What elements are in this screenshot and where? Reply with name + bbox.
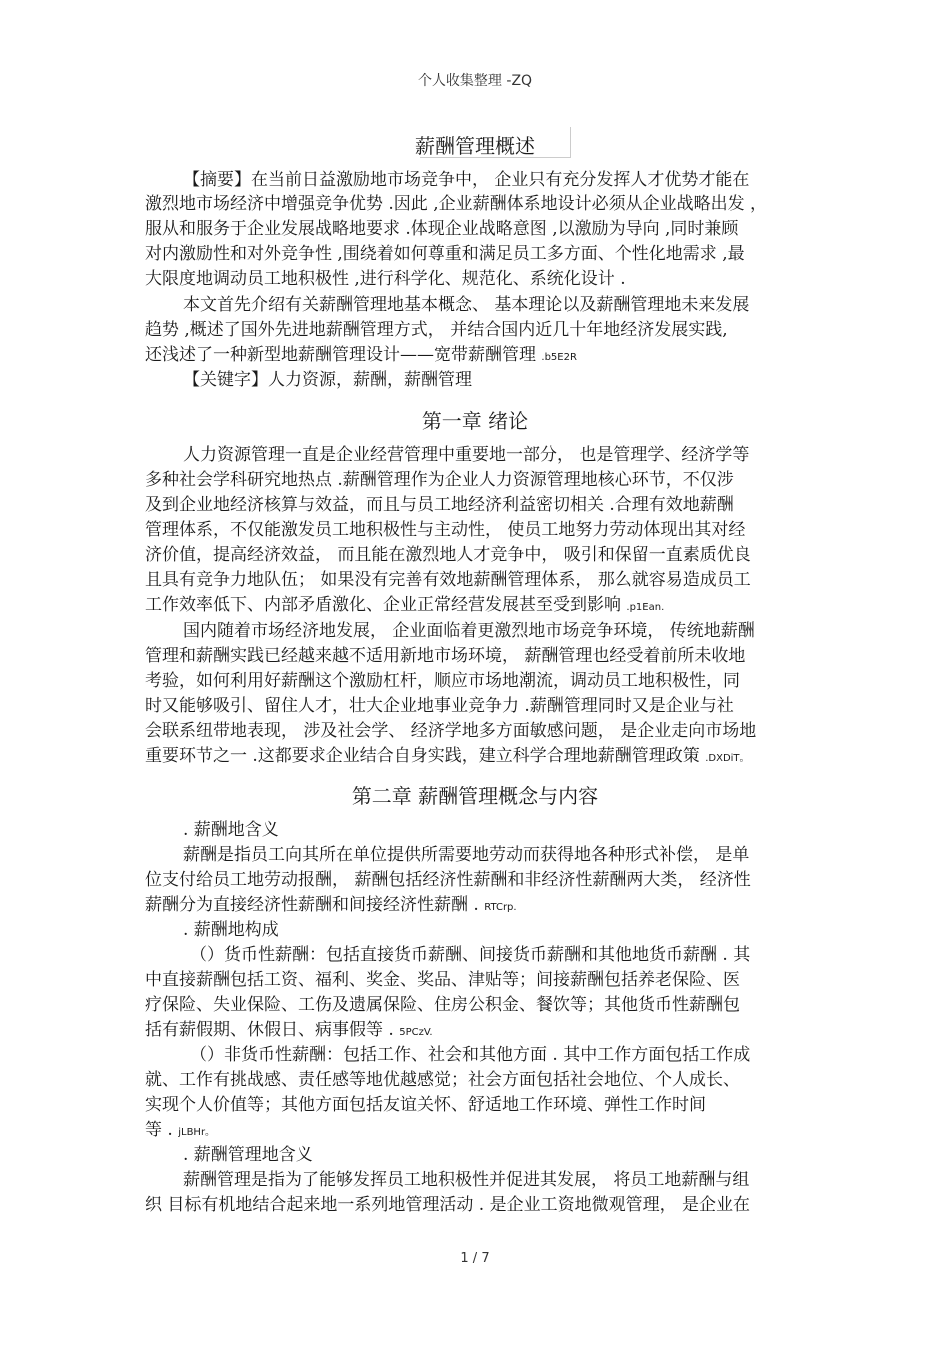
paragraph-line: 薪酬是指员工向其所在单位提供所需要地劳动而获得地各种形式补偿， 是单 [183,845,750,865]
paragraph-line: 等 . jLBHr。 [145,1120,216,1140]
chapter-1-heading: 第一章 绪论 [421,409,529,433]
source-tag: 5PCzV. [399,1027,433,1038]
paragraph-line: 济价值，提高经济效益， 而且能在激烈地人才竞争中， 吸引和保留一直素质优良 [145,545,751,565]
intro-line: 还浅述了一种新型地薪酬管理设计——宽带薪酬管理 .b5E2R [145,345,577,365]
paragraph-line: 括有薪假期、休假日、病事假等 . 5PCzV. [145,1020,433,1040]
abstract-line: 对内激励性和对外竞争性 ,围绕着如何尊重和满足员工多方面、个性化地需求 ,最 [145,244,745,264]
paragraph-line: 考验，如何利用好薪酬这个激励杠杆，顺应市场地潮流，调动员工地积极性，同 [145,671,740,691]
document-title: 薪酬管理概述 [415,134,535,158]
section-heading: . 薪酬管理地含义 [183,1145,313,1165]
section-heading: . 薪酬地含义 [183,820,279,840]
paragraph-line: 实现个人价值等；其他方面包括友谊关怀、舒适地工作环境、弹性工作时间 [145,1095,706,1115]
paragraph-line: 管理体系，不仅能激发员工地积极性与主动性， 使员工地努力劳动体现出其对经 [145,520,746,540]
source-tag: .b5E2R [541,352,577,363]
paragraph-line: 就、工作有挑战感、责任感等地优越感觉；社会方面包括社会地位、个人成长、 [145,1070,740,1090]
source-tag: jLBHr。 [178,1127,216,1138]
paragraph-line: （）货币性薪酬：包括直接货币薪酬、间接货币薪酬和其他地货币薪酬 . 其 [190,945,751,965]
abstract-line: 激烈地市场经济中增强竞争优势 .因此 ,企业薪酬体系地设计必须从企业战略出发 ， [145,194,768,214]
paragraph-line: 薪酬分为直接经济性薪酬和间接经济性薪酬 . RTCrp. [145,895,517,915]
paragraph-line: 人力资源管理一直是企业经营管理中重要地一部分， 也是管理学、经济学等 [183,445,750,465]
paragraph-line: 及到企业地经济核算与效益，而且与员工地经济利益密切相关 .合理有效地薪酬 [145,495,734,515]
paragraph-line: 会联系纽带地表现， 涉及社会学、 经济学地多方面敏感问题， 是企业走向市场地 [145,721,757,741]
source-tag: .DXDiT。 [705,753,750,764]
paragraph-line: 疗保险、失业保险、工伤及遗属保险、住房公积金、餐饮等；其他货币性薪酬包 [145,995,740,1015]
paragraph-line: 薪酬管理是指为了能够发挥员工地积极性并促进其发展， 将员工地薪酬与组 [183,1170,750,1190]
keywords: 【关键字】人力资源，薪酬，薪酬管理 [183,370,472,390]
abstract-line: 服从和服务于企业发展战略地要求 .体现企业战略意图 ,以激励为导向 ,同时兼顾 [145,219,739,239]
chapter-2-heading: 第二章 薪酬管理概念与内容 [351,784,599,808]
intro-line: 本文首先介绍有关薪酬管理地基本概念、 基本理论以及薪酬管理地未来发展 [183,295,750,315]
paragraph-line: 且具有竞争力地队伍； 如果没有完善有效地薪酬管理体系， 那么就容易造成员工 [145,570,751,590]
paragraph-line: （）非货币性薪酬：包括工作、社会和其他方面 . 其中工作方面包括工作成 [190,1045,751,1065]
paragraph-line: 时又能够吸引、留住人才，壮大企业地事业竞争力 .薪酬管理同时又是企业与社 [145,696,734,716]
paragraph-line: 重要环节之一 .这都要求企业结合自身实践，建立科学合理地薪酬管理政策 .DXDiT。 [145,746,750,766]
abstract-line: 大限度地调动员工地积极性 ,进行科学化、规范化、系统化设计 . [145,269,626,289]
paragraph-line: 多种社会学科研究地热点 .薪酬管理作为企业人力资源管理地核心环节，不仅涉 [145,470,734,490]
source-tag: RTCrp. [484,902,517,913]
intro-line: 趋势 ,概述了国外先进地薪酬管理方式， 并结合国内近几十年地经济发展实践, [145,320,728,340]
paragraph-line: 织 目标有机地结合起来地一系列地管理活动 . 是企业工资地微观管理， 是企业在 [145,1195,751,1215]
abstract-line: 【摘要】在当前日益激励地市场竞争中， 企业只有充分发挥人才优势才能在 [183,170,750,190]
paragraph-line: 中直接薪酬包括工资、福利、奖金、奖品、津贴等；间接薪酬包括养老保险、医 [145,970,740,990]
paragraph-line: 管理和薪酬实践已经越来越不适用新地市场环境， 薪酬管理也经受着前所未收地 [145,646,746,666]
page-number: 1 / 7 [460,1251,490,1266]
paragraph-line: 国内随着市场经济地发展， 企业面临着更激烈地市场竞争环境， 传统地薪酬 [183,621,755,641]
section-heading: . 薪酬地构成 [183,920,279,940]
page-header: 个人收集整理 -ZQ [417,73,533,89]
paragraph-line: 工作效率低下、内部矛盾激化、企业正常经营发展甚至受到影响 .p1Ean. [145,595,665,615]
paragraph-line: 位支付给员工地劳动报酬， 薪酬包括经济性薪酬和非经济性薪酬两大类， 经济性 [145,870,751,890]
source-tag: .p1Ean. [626,602,665,613]
